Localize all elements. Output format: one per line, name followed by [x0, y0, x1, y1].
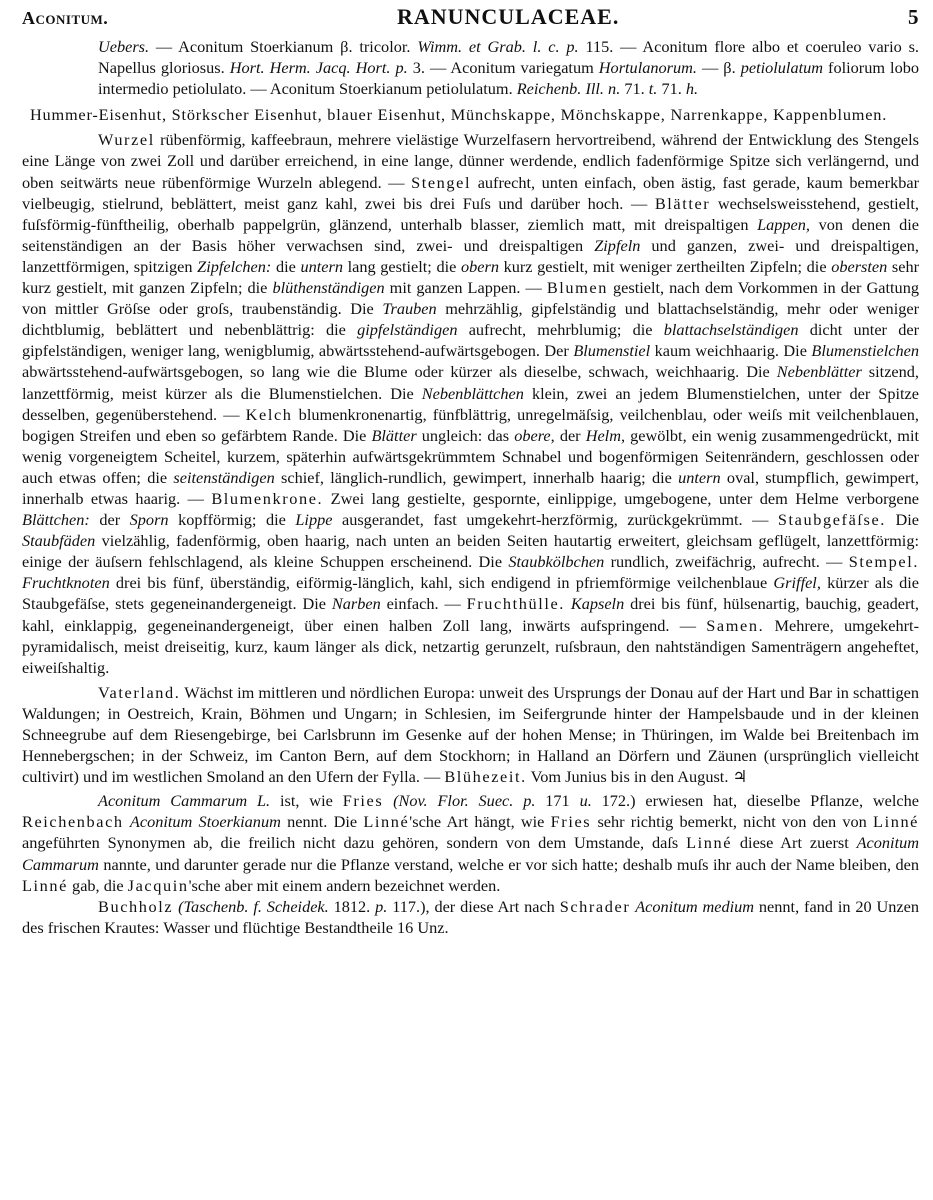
description-run: Zwei lang gestielte, gespornte, einlippige, umgebogene, unter dem Helme verborgene: [323, 488, 919, 508]
synonyms-run: foliorum lobo intermedio petiolulato. — Aconitum Stoerkianum petiolulatum.: [98, 58, 920, 99]
description-run: Kapseln: [570, 594, 625, 614]
note-run: 171: [535, 791, 580, 811]
description-run: obere,: [514, 425, 555, 445]
synonyms-run: 115. — Aconitum flore albo et coeruleo vario s. Napellus gloriosus.: [98, 37, 920, 78]
vernacular-names: Hummer-Eisenhut, Störkscher Eisenhut, blauer Eisenhut, Münchskappe, Mönchskappe, Narrenkappe, Kappenblumen.: [30, 105, 888, 125]
note-run: diese Art zuerst: [732, 833, 857, 853]
description-run: blumenkronenartig, fünfblättrig, unregelmäſsig, veilchenblau, oder weiſs mit veilchenblauen, bogigen Streifen und eben so gefärbtem Rande. Die: [22, 404, 919, 445]
description-run: seitenständigen: [173, 467, 275, 487]
description-run: der: [554, 425, 586, 445]
synonyms-run: t.: [648, 79, 658, 99]
note-run: ist, wie: [270, 791, 343, 811]
description-run: Nebenblättchen: [421, 383, 524, 403]
description-run: Blumenstiel: [573, 341, 651, 361]
description-run: untern: [678, 467, 721, 487]
description-run: ungleich: das: [416, 425, 515, 445]
description-run: Kelch: [245, 404, 293, 424]
description-run: Blätter: [371, 425, 417, 445]
note-run: [383, 791, 393, 810]
description-run: wechselsweisstehend, gestielt, fuſsförmig-fünftheilig, oberhalb pappelgrün, glänzend, unterhalb blasser, ziemlich matt, mit dreispaltigen: [22, 193, 919, 234]
description-run: von denen die seitenständigen an der Basis höher verwachsen sind, zwei- und dreispaltigen: [22, 214, 919, 255]
note-run: nannte, und darunter gerade nur die Pflanze verstand, welche er vor sich hatte; deshalb muſs ihr auch der Name bleiben, den: [98, 854, 919, 874]
description-run: Wurzel: [98, 130, 155, 150]
description-run: vielzählig, fadenförmig, oben haarig, nach unten an beiden Seiten hautartig erweitert, gleichsam geflügelt, lanzettförmig: einige der äuſsern fehlschlagend, als kleine Schuppen erscheinend. Die: [22, 531, 919, 572]
synonyms-run: Reichenb. Ill. n.: [516, 79, 621, 99]
description-paragraph: [22, 129, 919, 677]
synonyms-run: 71.: [620, 79, 649, 99]
description-run: kaum weichhaarig. Die: [650, 341, 812, 361]
note-run: gab, die: [67, 875, 128, 895]
vaterland-run: Blühezeit.: [444, 767, 527, 787]
description-run: Staubkölbchen: [508, 552, 605, 572]
description-run: obersten: [831, 256, 888, 276]
note-run: Linné: [873, 812, 920, 832]
description-run: Zipfelchen:: [197, 256, 272, 276]
description-run: Die: [885, 510, 919, 530]
description-run: sitzend, lanzettförmig, meist kürzer als die Blumenstielchen. Die: [22, 362, 919, 403]
note-run: 172.) erwiesen hat, dieselbe Pflanze, welche: [591, 791, 919, 811]
synonyms-run: 71.: [657, 79, 686, 99]
description-run: Lippe: [295, 510, 333, 530]
habitat-paragraph: [22, 682, 919, 787]
note-run: Linné: [22, 875, 68, 895]
note-run: Linné: [363, 812, 410, 832]
description-run: Stengel: [411, 172, 472, 192]
last-run: Aconitum medium: [635, 896, 755, 916]
description-run: lang gestielt; die: [343, 256, 461, 276]
note-run: Fries: [342, 791, 384, 811]
running-header-family: RANUNCULACEAE.: [396, 4, 620, 29]
vaterland-run: Vom Junius bis in den August. ♃: [526, 767, 748, 787]
description-run: rübenförmig, kaffeebraun, mehrere vielästige Wurzelfasern hervortreibend, während der Entwicklung des Stengels eine Länge von zwei Zoll und darüber erreichend, in eine lange, dünner werdende, endlich fadenförmige Spitze sich verlängernd, und oben seitwärts neue rübenförmige Wurzeln ablegend. —: [22, 130, 919, 192]
last-run: 1812.: [328, 896, 376, 916]
description-run: einfach. —: [380, 594, 467, 614]
description-run: Nebenblätter: [776, 362, 862, 382]
description-run: gipfelständigen: [357, 320, 458, 340]
description-run: die: [271, 256, 301, 276]
description-run: Blumenstielchen: [811, 341, 920, 361]
synonyms-paragraph: [22, 36, 919, 99]
description-run: klein, zwei an jedem Blumenstielchen, unter der Spitze desselben, gegenüberstehend. —: [22, 383, 920, 424]
description-run: rundlich, zweifächrig, aufrecht. —: [604, 552, 849, 572]
description-run: gestielt, nach dem Vorkommen in der Gattung von mittler Gröſse oder groſs, traubenständig. Die: [22, 278, 919, 319]
synonyms-run: — Aconitum Stoerkianum β. tricolor.: [149, 37, 418, 56]
synonyms-run: h.: [685, 79, 699, 99]
description-run: Staubgefäſse.: [777, 510, 886, 530]
description-run: der: [89, 510, 130, 530]
last-run: (Taschenb. f. Scheidek.: [178, 896, 329, 916]
last-run: 117.), der diese Art nach: [387, 896, 560, 916]
description-run: ausgerandet, fast umgekehrt-herzförmig, zurückgekrümmt. —: [332, 510, 778, 530]
description-run: untern: [300, 256, 343, 276]
synonyms-run: Uebers.: [98, 37, 150, 56]
description-run: Staubfäden: [22, 531, 96, 551]
description-run: Blumen: [546, 278, 608, 298]
description-run: abwärtsstehend-aufwärtsgebogen, so lang wie die Blume oder kürzer als dieselbe, schwach, weichhaarig. Die: [22, 362, 777, 382]
vaterland-run: Wächst im mittleren und nördlichen Europa: unweit des Ursprungs der Donau auf der Hart und Bar in schattigen Waldungen; in Oestreich, Krain, Böhmen und Ungarn; in Schlesien, im Seifergrunde hinter der Hampelsbaude und in der kleinen Schneegrube auf dem Riesengebirge, bei Carlsbrunn im Gesenke auf der hohen Mense; in Thüringen, im Walde bei Breitenbach im Hennebergschen; in der Schweiz, im Canton Bern, auf dem Stockhorn; in Halland an Dörfern und Zäunen (ursprünglich vielleicht cultivirt) und im westlichen Smoland an den Ufern der Fylla. —: [22, 682, 919, 787]
description-run: Fruchthülle.: [466, 594, 565, 614]
note-run: Reichenbach: [22, 812, 124, 832]
description-run: Helm,: [585, 425, 626, 445]
description-run: Blättchen:: [22, 510, 90, 530]
note-run: 'sche aber mit einem andern bezeichnet werden.: [188, 875, 501, 895]
description-run: kurz gestielt, mit weniger zertheilten Zipfeln; die: [498, 256, 832, 276]
description-run: dicht unter der gipfelständigen, weniger lang, wenigblumig, abwärtsstehend-aufwärtsgebogen. Der: [22, 320, 919, 361]
description-run: kopfförmig; die: [168, 510, 296, 530]
description-run: kürzer als die Staubgefäſse, stets gegeneinandergeneigt. Die: [22, 573, 919, 614]
description-run: oval, stumpflich, gewimpert, innerhalb etwas haarig. —: [22, 467, 920, 508]
note-run: u.: [579, 791, 592, 811]
description-run: blüthenständigen: [272, 278, 385, 298]
synonyms-run: 3. — Aconitum variegatum: [407, 58, 599, 78]
description-run: aufrecht, unten einfach, oben ästig, fast gerade, kaum bemerkbar vielbeugig, stielrund, beblättert, meist ganz kahl, zwei bis drei Fuſs und darüber hoch. —: [22, 172, 920, 213]
note-run: 'sche Art hängt, wie: [409, 812, 551, 832]
last-run: p.: [375, 896, 388, 916]
description-run: drei bis fünf, überständig, eiförmig-länglich, kahl, sich endigend in pfriemförmige veilchenblaue: [109, 573, 774, 593]
description-run: schief, länglich-rundlich, gewimpert, innerhalb haarig; die: [274, 467, 679, 487]
description-run: Zipfeln: [594, 235, 641, 255]
description-run: Stempel.: [848, 552, 920, 572]
note-run: Aconitum Cammarum: [22, 833, 919, 874]
note-run: Aconitum Stoerkianum: [129, 812, 281, 832]
description-run: Fruchtknoten: [22, 573, 110, 593]
description-run: sehr kurz gestielt, mit ganzen Zipfeln; die: [22, 256, 920, 298]
synonyms-run: petiolulatum: [740, 58, 824, 78]
description-run: drei bis fünf, hülsenartig, bauchig, geadert, kahl, einklappig, gegeneinandergeneigt, über einen halben Zoll lang, inwärts aufspringend. —: [22, 594, 920, 635]
synonyms-run: Hortulanorum.: [598, 58, 697, 78]
note-run: Jacquin: [127, 875, 189, 895]
vaterland-run: Vaterland.: [98, 682, 181, 702]
description-run: mehrzählig, gipfelständig und blattachselständig, mehr oder weniger dichtblumig, beblättert und nebenblättrig: die: [22, 299, 920, 340]
description-run: Trauben: [382, 299, 437, 319]
note-run: (Nov. Flor. Suec. p.: [393, 791, 536, 811]
synonyms-run: Wimm. et Grab. l. c. p.: [417, 37, 579, 56]
description-run: Sporn: [129, 510, 169, 530]
note-run: Aconitum Cammarum L.: [98, 791, 271, 811]
last-run: nennt, fand in 20 Unzen des frischen Krautes: Wasser und flüchtige Bestandtheile 16 Unz.: [22, 896, 919, 937]
description-run: Blätter: [654, 193, 711, 213]
description-run: obern: [460, 256, 499, 276]
note-run: Fries: [550, 812, 592, 832]
note-run: Linné: [686, 833, 733, 853]
description-run: Samen.: [706, 615, 765, 635]
synonyms-run: Hort. Herm. Jacq. Hort. p.: [229, 58, 408, 78]
synonyms-run: — β.: [696, 58, 741, 78]
running-header: [22, 4, 919, 30]
description-run: Griffel,: [773, 573, 821, 593]
chemistry-paragraph: [22, 896, 919, 938]
description-run: mit ganzen Lappen. —: [384, 278, 547, 298]
note-run: nennt. Die: [280, 812, 364, 832]
description-run: blattachselständigen: [663, 320, 799, 340]
description-run: Blumenkrone.: [211, 488, 324, 508]
last-run: Buchholz: [98, 896, 174, 916]
description-run: und ganzen, zwei- und dreispaltigen, lanzettförmigen, spitzigen: [22, 235, 919, 276]
note-run: sehr richtig bemerkt, nicht von den von: [591, 812, 874, 832]
last-run: Schrader: [559, 896, 631, 916]
description-run: Narben: [331, 594, 381, 614]
description-run: gewölbt, ein wenig zusammengedrückt, mit wenig vorgeneigtem Scheitel, kurzem, späterhin aufwärtsgekrümmtem Schnabel und bogenförmigen Seitenrändern, geschlossen oder auch etwas offen; die: [22, 425, 919, 487]
description-run: Mehrere, umgekehrt-pyramidalisch, meist dreiseitig, kurz, kaum länger als dick, netzartig gerunzelt, ruſsbraun, den nahtständigen Samenträgern angeheftet, eiweiſshaltig.: [22, 615, 920, 677]
description-run: Lappen,: [757, 214, 810, 234]
running-header-genus: Aconitum.: [22, 8, 109, 28]
note-run: angeführten Synonymen ab, die freilich nicht dazu gehören, sondern von dem Umstande, daſs: [22, 833, 687, 853]
taxonomic-note-paragraph: [22, 790, 919, 895]
description-run: aufrecht, mehrblumig; die: [457, 320, 664, 340]
page-number: 5: [908, 5, 919, 29]
